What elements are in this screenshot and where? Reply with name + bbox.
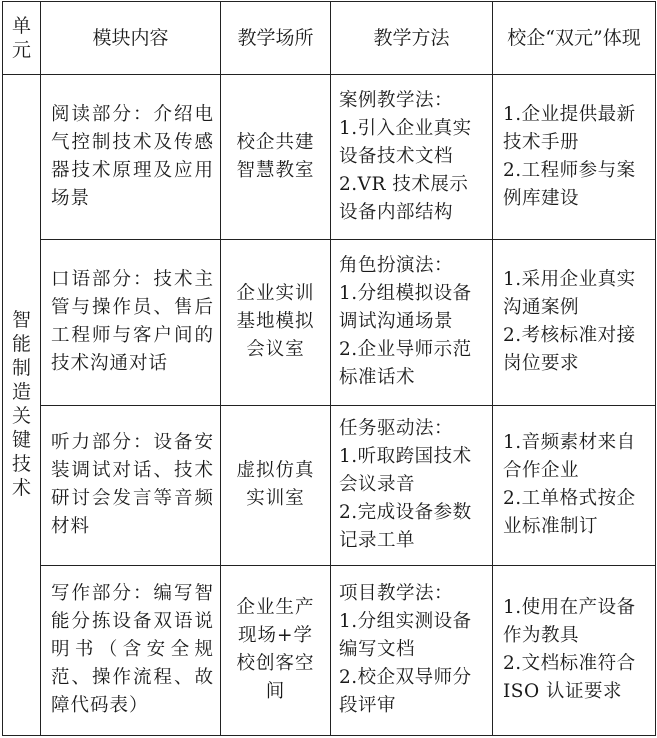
method-cell (331, 75, 493, 240)
embody-item: 1.音频素材来自合作企业 (503, 432, 636, 482)
method-item: 2.企业导师示范标准话术 (339, 339, 472, 389)
method-cell (331, 565, 493, 735)
table-row (3, 565, 656, 735)
embody-item: 2.工单格式按企业标准制订 (503, 488, 636, 538)
table-row (3, 75, 656, 240)
method-item: 2.VR 技术展示设备内部结构 (339, 174, 469, 224)
embody-item: 2.工程师参与案例库建设 (503, 160, 636, 210)
unit-cell (3, 75, 41, 736)
place-cell: 企业实训基地模拟会议室 (221, 240, 331, 405)
embody-cell (493, 240, 656, 405)
table-row (3, 240, 656, 405)
method-item: 2.完成设备参数记录工单 (339, 502, 472, 552)
method-item: 1.听取跨国技术会议录音 (339, 446, 472, 496)
place-cell: 虚拟仿真实训室 (221, 405, 331, 565)
header-module: 模块内容 (41, 2, 221, 75)
header-embody: 校企“双元”体现 (493, 2, 656, 75)
place-cell: 校企共建智慧教室 (221, 75, 331, 240)
method-item: 1.分组实测设备编写文档 (339, 611, 472, 661)
header-unit: 单元 (3, 2, 41, 75)
embody-item: 2.考核标准对接岗位要求 (503, 325, 636, 375)
method-title: 项目教学法： (339, 583, 454, 605)
embody-item: 1.使用在产设备作为教具 (503, 597, 636, 647)
method-item: 2.校企双导师分段评审 (339, 667, 472, 717)
embody-item: 1.企业提供最新技术手册 (503, 104, 636, 154)
table-row (3, 405, 656, 565)
method-item: 1.引入企业真实设备技术文档 (339, 118, 472, 168)
module-cell: 听力部分：设备安装调试对话、技术研讨会发言等音频材料 (41, 405, 221, 565)
method-cell (331, 240, 493, 405)
method-title: 案例教学法： (339, 90, 454, 112)
embody-cell (493, 75, 656, 240)
curriculum-table (2, 1, 656, 736)
method-title: 任务驱动法： (339, 418, 454, 440)
module-cell: 写作部分：编写智能分拣设备双语说明书（含安全规范、操作流程、故障代码表） (41, 565, 221, 735)
module-cell: 口语部分：技术主管与操作员、售后工程师与客户间的技术沟通对话 (41, 240, 221, 405)
module-cell: 阅读部分：介绍电气控制技术及传感器技术原理及应用场景 (41, 75, 221, 240)
header-place: 教学场所 (221, 2, 331, 75)
unit-name: 智能制造关键技术 (11, 308, 31, 499)
method-item: 1.分组模拟设备调试沟通场景 (339, 283, 472, 333)
embody-cell (493, 405, 656, 565)
embody-item: 2.文档标准符合ISO 认证要求 (503, 653, 636, 703)
method-cell (331, 405, 493, 565)
embody-cell (493, 565, 656, 735)
place-cell: 企业生产现场+学校创客空间 (221, 565, 331, 735)
embody-item: 1.采用企业真实沟通案例 (503, 269, 636, 319)
header-row (3, 2, 656, 75)
method-title: 角色扮演法： (339, 255, 454, 277)
header-method: 教学方法 (331, 2, 493, 75)
